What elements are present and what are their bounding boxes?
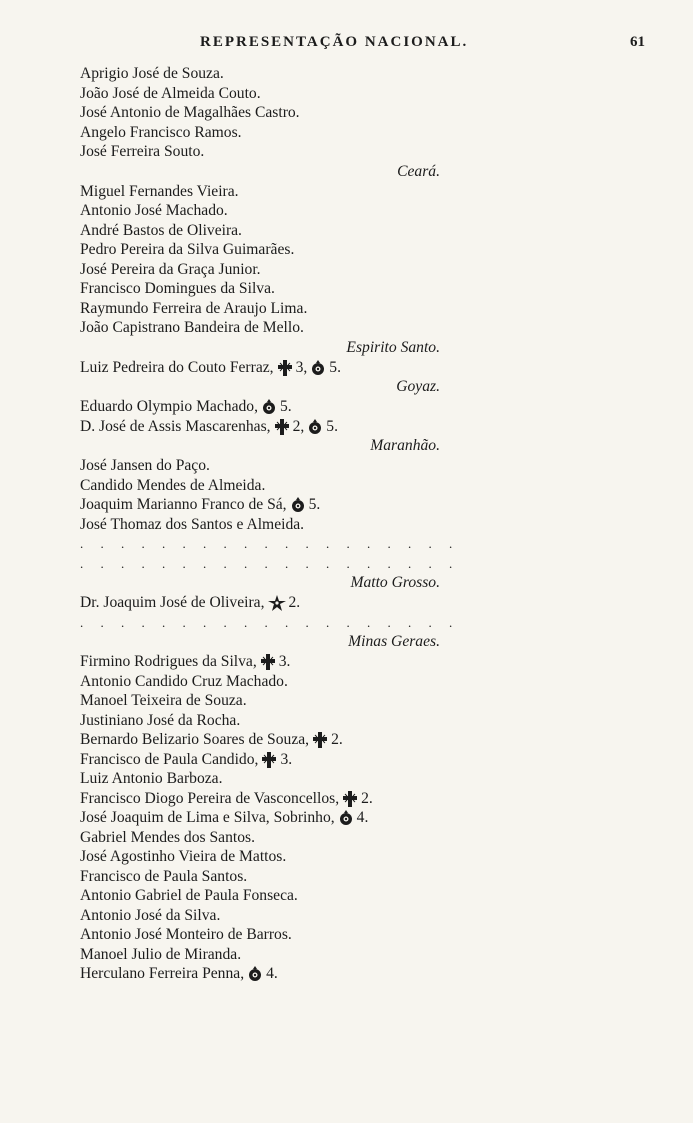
deputy-entry [80, 750, 440, 770]
section-heading: Matto Grosso. [350, 574, 440, 591]
deputy-entry [80, 64, 440, 84]
cross-order-icon [274, 418, 290, 436]
order-grade: 5. [329, 358, 341, 376]
omission-dots: . . . . . . . . . . . . . . . . . . . [80, 614, 460, 630]
deputy-entry [80, 769, 440, 789]
deputy-entry [80, 201, 440, 221]
order-grade: 4. [356, 809, 369, 826]
deputy-name: André Bastos de Oliveira. [80, 221, 242, 239]
rose-order-icon [338, 809, 354, 827]
deputy-name: Dr. Joaquim José de Oliveira, [80, 594, 265, 611]
deputy-entry [80, 964, 440, 984]
deputy-name: Raymundo Ferreira de Araujo Lima. [80, 299, 308, 317]
rose-order-icon [310, 359, 326, 377]
section-heading: Maranhão. [370, 437, 440, 454]
order-grade: 5. [308, 496, 321, 513]
deputy-name: José Thomaz dos Santos e Almeida. [80, 515, 305, 533]
order-grade: 2. [361, 789, 373, 807]
deputies-list [80, 64, 460, 984]
deputy-name: Francisco de Paula Candido, [80, 750, 259, 768]
deputy-entry [80, 808, 440, 828]
deputy-name: Gabriel Mendes dos Santos. [80, 828, 255, 846]
deputy-name: Antonio Gabriel de Paula Fonseca. [80, 887, 298, 904]
deputy-entry [80, 691, 440, 711]
section-heading: Goyaz. [396, 378, 440, 395]
cross-order-icon [312, 731, 328, 749]
deputy-name: Candido Mendes de Almeida. [80, 476, 266, 494]
cross-order-icon [342, 790, 358, 808]
deputy-entry [80, 260, 440, 280]
deputy-entry [80, 123, 440, 143]
order-grade: 2, [292, 417, 305, 435]
order-grade: 2. [331, 731, 343, 748]
order-grade: 3, [295, 358, 308, 376]
deputy-name: Francisco Diogo Pereira de Vasconcellos, [80, 789, 340, 807]
deputy-name: Antonio José Monteiro de Barros. [80, 926, 292, 943]
rose-order-icon [261, 398, 277, 416]
deputy-name: Antonio José da Silva. [80, 906, 221, 924]
cross-order-icon [277, 359, 293, 377]
deputy-name: Antonio José Machado. [80, 202, 228, 219]
deputy-name: Firmino Rodrigues da Silva, [80, 653, 257, 670]
page-header [0, 34, 693, 54]
deputy-entry [80, 318, 440, 338]
deputy-entry [80, 221, 440, 241]
deputy-name: Manoel Julio de Miranda. [80, 945, 242, 963]
deputy-name: Justiniano José da Rocha. [80, 711, 241, 729]
rose-order-icon [247, 965, 263, 983]
deputy-name: José Agostinho Vieira de Mattos. [80, 848, 287, 865]
order-grade: 3. [280, 750, 293, 768]
deputy-entry [80, 593, 440, 613]
deputy-name: Bernardo Belizario Soares de Souza, [80, 731, 310, 748]
deputy-entry [80, 240, 440, 260]
deputy-entry [80, 358, 440, 378]
deputy-name: Pedro Pereira da Silva Guimarães. [80, 241, 295, 258]
deputy-entry [80, 417, 440, 437]
running-title: REPRESENTAÇÃO NACIONAL. [200, 34, 469, 50]
deputy-name: Francisco de Paula Santos. [80, 867, 248, 885]
deputy-name: Manoel Teixeira de Souza. [80, 692, 247, 709]
deputy-name: Aprigio José de Souza. [80, 65, 224, 82]
deputy-entry [80, 515, 440, 535]
deputy-entry [80, 906, 440, 926]
deputy-entry [80, 828, 440, 848]
deputy-entry [80, 279, 440, 299]
deputy-entry [80, 142, 440, 162]
deputy-name: João José de Almeida Couto. [80, 84, 261, 102]
deputy-name: Luiz Pedreira do Couto Ferraz, [80, 358, 274, 376]
deputy-name: Miguel Fernandes Vieira. [80, 182, 239, 200]
deputy-entry [80, 495, 440, 515]
deputy-entry [80, 925, 440, 945]
deputy-entry [80, 456, 440, 476]
deputy-entry [80, 476, 440, 496]
order-grade: 5. [280, 398, 292, 415]
deputy-entry [80, 182, 440, 202]
cross-order-icon [260, 653, 276, 671]
deputy-entry [80, 945, 440, 965]
section-heading: Espirito Santo. [346, 338, 440, 356]
deputy-name: João Capistrano Bandeira de Mello. [80, 319, 304, 336]
deputy-name: Eduardo Olympio Machado, [80, 398, 258, 415]
page-number: 61 [630, 34, 645, 50]
deputy-entry [80, 672, 440, 692]
deputy-entry [80, 847, 440, 867]
deputy-entry [80, 299, 440, 319]
deputy-name: Antonio Candido Cruz Machado. [80, 672, 288, 690]
star-order-icon [268, 595, 286, 611]
order-grade: 3. [278, 653, 291, 670]
deputy-name: Francisco Domingues da Silva. [80, 280, 275, 297]
section-heading: Minas Geraes. [348, 633, 440, 650]
deputy-name: José Antonio de Magalhães Castro. [80, 104, 300, 121]
order-grade: 5. [326, 417, 338, 435]
deputy-entry [80, 652, 440, 672]
section-heading: Ceará. [397, 162, 440, 180]
deputy-entry [80, 730, 440, 750]
deputy-name: José Joaquim de Lima e Silva, Sobrinho, [80, 809, 335, 826]
deputy-name: Angelo Francisco Ramos. [80, 123, 242, 141]
order-grade: 2. [288, 594, 301, 611]
deputy-name: José Ferreira Souto. [80, 143, 205, 160]
omission-dots: . . . . . . . . . . . . . . . . . . . [80, 536, 460, 551]
rose-order-icon [307, 418, 323, 436]
deputy-name: Joaquim Marianno Franco de Sá, [80, 496, 287, 513]
deputy-entry [80, 886, 440, 906]
deputy-name: Luiz Antonio Barboza. [80, 770, 223, 787]
deputy-entry [80, 789, 440, 809]
deputy-entry [80, 397, 440, 417]
deputy-entry [80, 84, 440, 104]
deputy-name: D. José de Assis Mascarenhas, [80, 417, 271, 435]
deputy-entry [80, 103, 440, 123]
omission-dots: . . . . . . . . . . . . . . . . . . . [80, 555, 460, 571]
deputy-entry [80, 867, 440, 887]
deputy-name: José Jansen do Paço. [80, 457, 210, 474]
cross-order-icon [261, 751, 277, 769]
rose-order-icon [290, 496, 306, 514]
order-grade: 4. [266, 965, 278, 982]
deputy-name: Herculano Ferreira Penna, [80, 965, 245, 982]
deputy-name: José Pereira da Graça Junior. [80, 260, 261, 278]
deputy-entry [80, 711, 440, 731]
